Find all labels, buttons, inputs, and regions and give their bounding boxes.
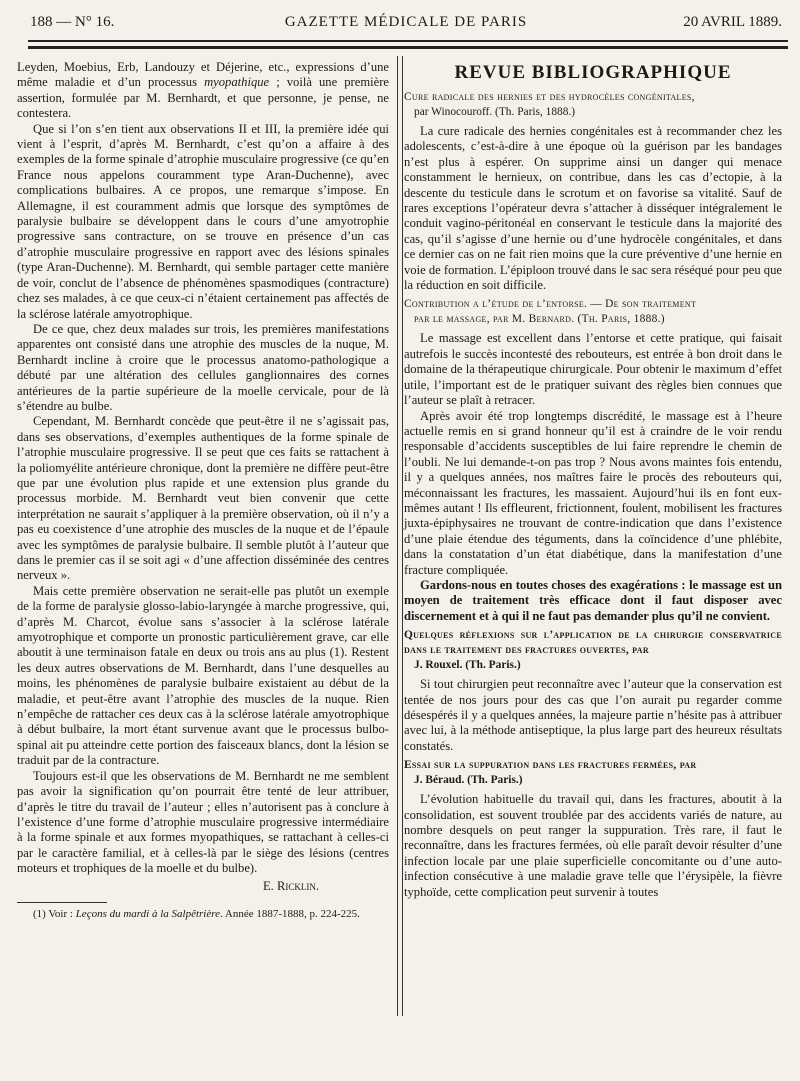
paragraph: Après avoir été trop longtemps discrédité, le massage est à l’heure actuelle remis en si grand honneur qu’il est à craindre de le voir rendu responsable d’accidents susceptibles de lui faire reprendre le chemin de l’oubli. Ne lui demande-t-on pas trop ? Nous avons maintes fois entendu, il y a quelques années, nos maîtres faire le procès des rebouteurs qui, méconnaissant les fractures, les massaient. Aujourd’hui ils en font eux-mêmes autant ! Ils effleurent, frictionnent, foulent, mobilisent les fractures juxta-épiphysaires ne trouvant de contre-indication que dans l’existence d’une plaie étendue des téguments, dans la coïncidence d’une phlébite, dans la constatation d’un état diabétique, dans la manifestation d’une fracture compliquée. [404,408,782,577]
header-rule-thick [28,46,788,49]
header-rule [28,40,788,42]
page-number: 188 — N° 16. [30,14,115,30]
footnote-rule [17,902,107,903]
paragraph: Si tout chirurgien peut reconnaître avec l’auteur que la conservation est tentée de nos jours pour des cas que l’on aurait pu regarder comme désespérés il y a quelques années, la majeure partie n’hésite pas à attribuer avec lui, à la méthode antiseptique, la plus large part des heureux résultats constatés. [404,677,782,753]
paragraph: L’évolution habituelle du travail qui, dans les fractures, aboutit à la consolidation, est souvent troublée par des accidents variés de nature, au nombre desquels on peut ranger la suppuration. Très rare, il faut le reconnaître, dans les fractures fermées, où elle paraît devoir résulter d’une infection locale par une plaie superficielle concomitante ou d’une auto-infection consécutive à une maladie grave telle que l’érysipèle, la fièvre typhoïde, cette complication peut survenir à toutes [404,792,782,899]
section-title: REVUE BIBLIOGRAPHIQUE [454,62,732,83]
paragraph: Leyden, Moebius, Erb, Landouzy et Déjerine, etc., expressions d’une même maladie et d’un processus myopathique ; voilà une première assertion, formulée par M. Bernhardt, et que personne, je pense, ne contestera. [17,60,389,121]
paragraph: Le massage est excellent dans l’entorse et cette pratique, qui faisait autrefois le succès incontesté des rebouteurs, est entrée à bon droit dans le domaine de la thérapeutique chirurgicale. Pour obtenir le maximum d’effet utile, l’important est de le pratiquer suivant des règles bien connues que l’auteur se plaît à retracer. [404,331,782,408]
footnote: (1) Voir : Leçons du mardi à la Salpêtrière. Année 1887-1888, p. 224-225. [33,907,360,920]
review-heading: Quelques réflexions sur l’application de la chirurgie conservatrice dans le traitement des fractures ouvertes, par J. Rouxel. (Th. Paris.) [404,629,782,672]
review-heading: Essai sur la suppuration dans les fractures fermées, par J. Béraud. (Th. Paris.) [404,759,697,787]
paragraph: La cure radicale des hernies congénitales est à recommander chez les adolescents, c’est-à-dire à une époque où la guérison par les bandages n’est plus à espérer. On supprime ainsi un danger qui menace constamment le hernieux, on contribue, dans les cas d’ectopie, à la descente du testicule dans le scrotum et on favorise sa vitalité. Sauf de rares exceptions l’opérateur devra s’attacher à disséquer intégralement le conduit vagino-péritonéal en conservant le testicule dans la majorité des cas, qu’il s’agisse d’une hernie ou d’une hydrocèle congénitales, et dans ce dernier cas on ne fait rien moins que la cure préventive d’une hernie en voie de formation. L’épiploon trouvé dans le sac sera réséqué pour peu que la réduction en soit difficile. [404,124,782,293]
review-heading: Contribution a l’étude de l’entorse. — De son traitement par le massage, par M. Bernard. (Th. Paris, 1888.) [404,298,697,326]
author-signature: E. Ricklin. [262,878,319,893]
page-header [30,14,782,38]
column-separator [397,56,403,1016]
paragraph: Cependant, M. Bernhardt concède que peut-être il ne s’agissait pas, dans ses observations, d’exemples authentiques de la forme spinale de l’atrophie musculaire progressive. Il se peut que ces faits se rattachent à la poliomyélite antérieure chronique, dont la première ne diffère peut-être que par une évolution plus rapide et une extension plus grande du processus morbide. M. Bernhardt veut bien convenir que cette interprétation ne saurait s’appliquer à la première observation, où il n’y a pas eu coexistence d’une atrophie des muscles de la nuque et de l’épaule avec les symptômes de paralysie bulbaire. Il semble plutôt à l’auteur que dans le premier cas il se soit agi « d’une affection disséminée des centres nerveux ». [17,414,389,583]
review-heading: Cure radicale des hernies et des hydrocèles congénitales, par Winocouroff. (Th. Paris, 1888.) [404,91,695,118]
left-column [17,60,389,921]
paragraph: Gardons-nous en toutes choses des exagérations : le massage est un moyen de traitement très efficace dont il faut disposer avec discernement et à qui il ne faut pas demander plus qu’il ne convient. [404,577,782,623]
right-column [404,62,782,900]
paragraph: Toujours est-il que les observations de M. Bernhardt ne me semblent pas avoir la signification qu’on pourrait être tenté de leur attribuer, d’après le titre du travail de l’auteur ; elles n’autorisent pas à conclure à l’existence d’une forme d’atrophie musculaire progressive intermédiaire à la forme spinale et aux formes myopathiques, se rattachant à celles-ci par le caractère familial, et à celles-là par le siège des lésions (centres moteurs et trophiques de la moelle et du bulbe). [17,768,389,876]
issue-date: 20 AVRIL 1889. [683,14,782,30]
paragraph: Mais cette première observation ne serait-elle pas plutôt un exemple de la forme de paralysie glosso-labio-laryngée à marche progressive, qui, d’après M. Charcot, évolue sans s’associer à la sclérose latérale amyotrophique et comporte un pronostic particulièrement grave, car elle aboutit à une terminaison fatale en deux ou trois ans au plus (1). Restent les deux autres observations de M. Bernhardt, dans l’une desquelles au moins, les phénomènes de paralysie bulbaire existaient au début de la maladie, et peut-être avant l’atrophie des muscles de la nuque. Rien n’empêche de rattacher ces deux cas à la sclérose latérale amyotrophique à début bulbaire, la mort étant survenue avant que le processus bulbo-spinal ait pu atteindre cette portion des faisceaux blancs, dont la lésion se traduit par de la contracture. [17,583,389,768]
paragraph: De ce que, chez deux malades sur trois, les premières manifestations apparentes ont consisté dans une atrophie des muscles de la nuque, M. Bernhardt incline à croire que le processus anatomo-pathologique a débuté par une altération des cellules ganglionnaires des cornes antérieures de la partie supérieure de la moelle cervicale, pour de là s’étendre au bulbe. [17,321,389,413]
journal-title: GAZETTE MÉDICALE DE PARIS [284,14,528,30]
paragraph: Que si l’on s’en tient aux observations II et III, la première idée qui vient à l’esprit, d’après M. Bernhardt, c’est qu’on a affaire à des exemples de la forme spinale d’atrophie musculaire progressive (ce qu’en France nous appelons couramment type Aran-Duchenne), avec complications bulbaires. A ce propos, une remarque s’impose. En Allemagne, il est couramment admis que lorsque des symptômes de paralysie bulbaire se développent dans le cours d’une amyotrophie progressive sans contracture, on se trouve en présence d’un cas d’atrophie musculaire progressive en rapport avec des lésions spinales (type Aran-Duchenne). M. Bernhardt, qui semble partager cette manière de voir, conclut de l’absence de phénomènes spasmodiques (contracture) chez ses malades, à ce que ceux-ci n’étaient certainement pas affectés de la sclérose latérale amyotrophique. [17,121,389,321]
